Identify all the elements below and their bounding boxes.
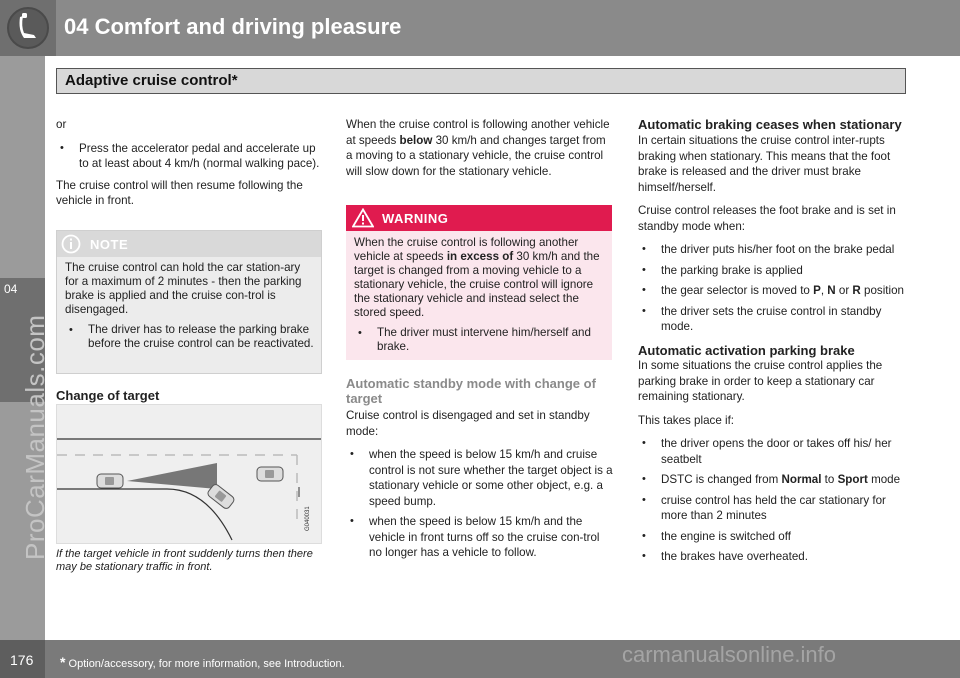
chapter-header (0, 0, 960, 56)
braking-ceases-heading: Automatic braking ceases when stationary (638, 117, 902, 132)
section-bar (56, 68, 906, 94)
change-of-target-heading: Change of target (56, 388, 160, 403)
chapter-tab-number: 04 (4, 282, 18, 296)
standby-heading: Automatic standby mode with change of target (346, 376, 596, 406)
list-item: • the driver opens the door or takes off his/ her seatbelt (638, 436, 908, 467)
warning-header (346, 205, 612, 231)
list-item: • the parking brake is applied (638, 263, 908, 279)
list-item: • the engine is switched off (638, 529, 908, 545)
list-item: • the gear selector is moved to P, N or R position (638, 283, 908, 299)
note-body (65, 261, 315, 356)
list-item: • The driver has to release the parking brake before the cruise control can be reactivated. (65, 323, 315, 351)
paragraph: When the cruise control is following another vehicle at speeds below 30 km/h and changes target from a moving to a stationary vehicle, the cruise control will slow down for the stationary vehicle. (346, 118, 610, 178)
resume-text: The cruise control will then resume following the vehicle in front. (56, 178, 303, 207)
list-item: • cruise control has held the car stationary for more than 2 minutes (638, 493, 908, 524)
standby-intro: Cruise control is disengaged and set in standby mode: (346, 409, 590, 438)
seat-icon (0, 0, 56, 56)
target-change-illustration (56, 404, 322, 544)
parking-brake-heading: Automatic activation parking brake (638, 342, 855, 358)
note-box (56, 230, 322, 374)
note-header (57, 231, 321, 257)
list-item: • Press the accelerator pedal and accelerate up to at least about 4 km/h (normal walking pace). (56, 141, 322, 172)
figure-caption: If the target vehicle in front suddenly turns then there may be stationary traffic in front. (56, 548, 313, 573)
paragraph: Cruise control releases the foot brake and is set in standby mode when: (638, 204, 896, 233)
footnote: * Option/accessory, for more information, see Introduction. (60, 654, 345, 670)
chapter-title: 04 Comfort and driving pleasure (64, 14, 402, 39)
list-item: • DSTC is changed from Normal to Sport mode (638, 472, 908, 488)
list-item: • the driver sets the cruise control in standby mode. (638, 304, 908, 335)
page-number: 176 (10, 652, 34, 668)
warning-triangle-icon (352, 208, 374, 228)
list-item: • when the speed is below 15 km/h and cruise control is not sure whether the target object is a stationary vehicle or some other object, e.g. a speed bump. (346, 447, 614, 509)
or-text: or (56, 118, 67, 131)
paragraph: This takes place if: (638, 413, 735, 427)
column-2 (346, 117, 614, 187)
list-item: • the brakes have overheated. (638, 549, 908, 565)
page-number-box (0, 640, 45, 678)
column-1 (56, 117, 322, 217)
site-watermark: carmanualsonline.info (622, 642, 837, 667)
standby-section (346, 376, 614, 566)
list-item: • the driver puts his/her foot on the brake pedal (638, 242, 908, 258)
note-text: The cruise control can hold the car station-ary for a maximum of 2 minutes - then the parking brake is applied and the cruise con-trol is disengaged. (65, 261, 302, 316)
warning-box (346, 205, 612, 360)
procarmanuals-watermark: ProCarManuals.com (20, 314, 50, 560)
info-icon (61, 234, 81, 254)
warning-text: When the cruise control is following another vehicle at speeds in excess of 30 km/h and the target is changed from a moving vehicle to a stationary vehicle, the cruise control will ignore the stationary vehicle and instead select the stored speed. (354, 236, 600, 319)
paragraph: In some situations the cruise control applies the parking brake in order to keep a stationary car remaining stationary. (638, 359, 883, 403)
figure-code: G040031 (305, 506, 311, 531)
list-item: • The driver must intervene him/herself and brake. (354, 326, 606, 354)
list-item: • when the speed is below 15 km/h and the vehicle in front turns off so the cruise con-trol no longer has a vehicle to follow. (346, 514, 614, 561)
column-3 (638, 117, 908, 570)
warning-body (354, 236, 606, 359)
paragraph: In certain situations the cruise control inter-rupts braking when stationary. This means that the foot brake is released and the driver must brake himself/herself. (638, 134, 891, 194)
warning-title: WARNING (382, 211, 449, 226)
note-title: NOTE (90, 237, 129, 252)
section-title: Adaptive cruise control* (65, 72, 238, 89)
